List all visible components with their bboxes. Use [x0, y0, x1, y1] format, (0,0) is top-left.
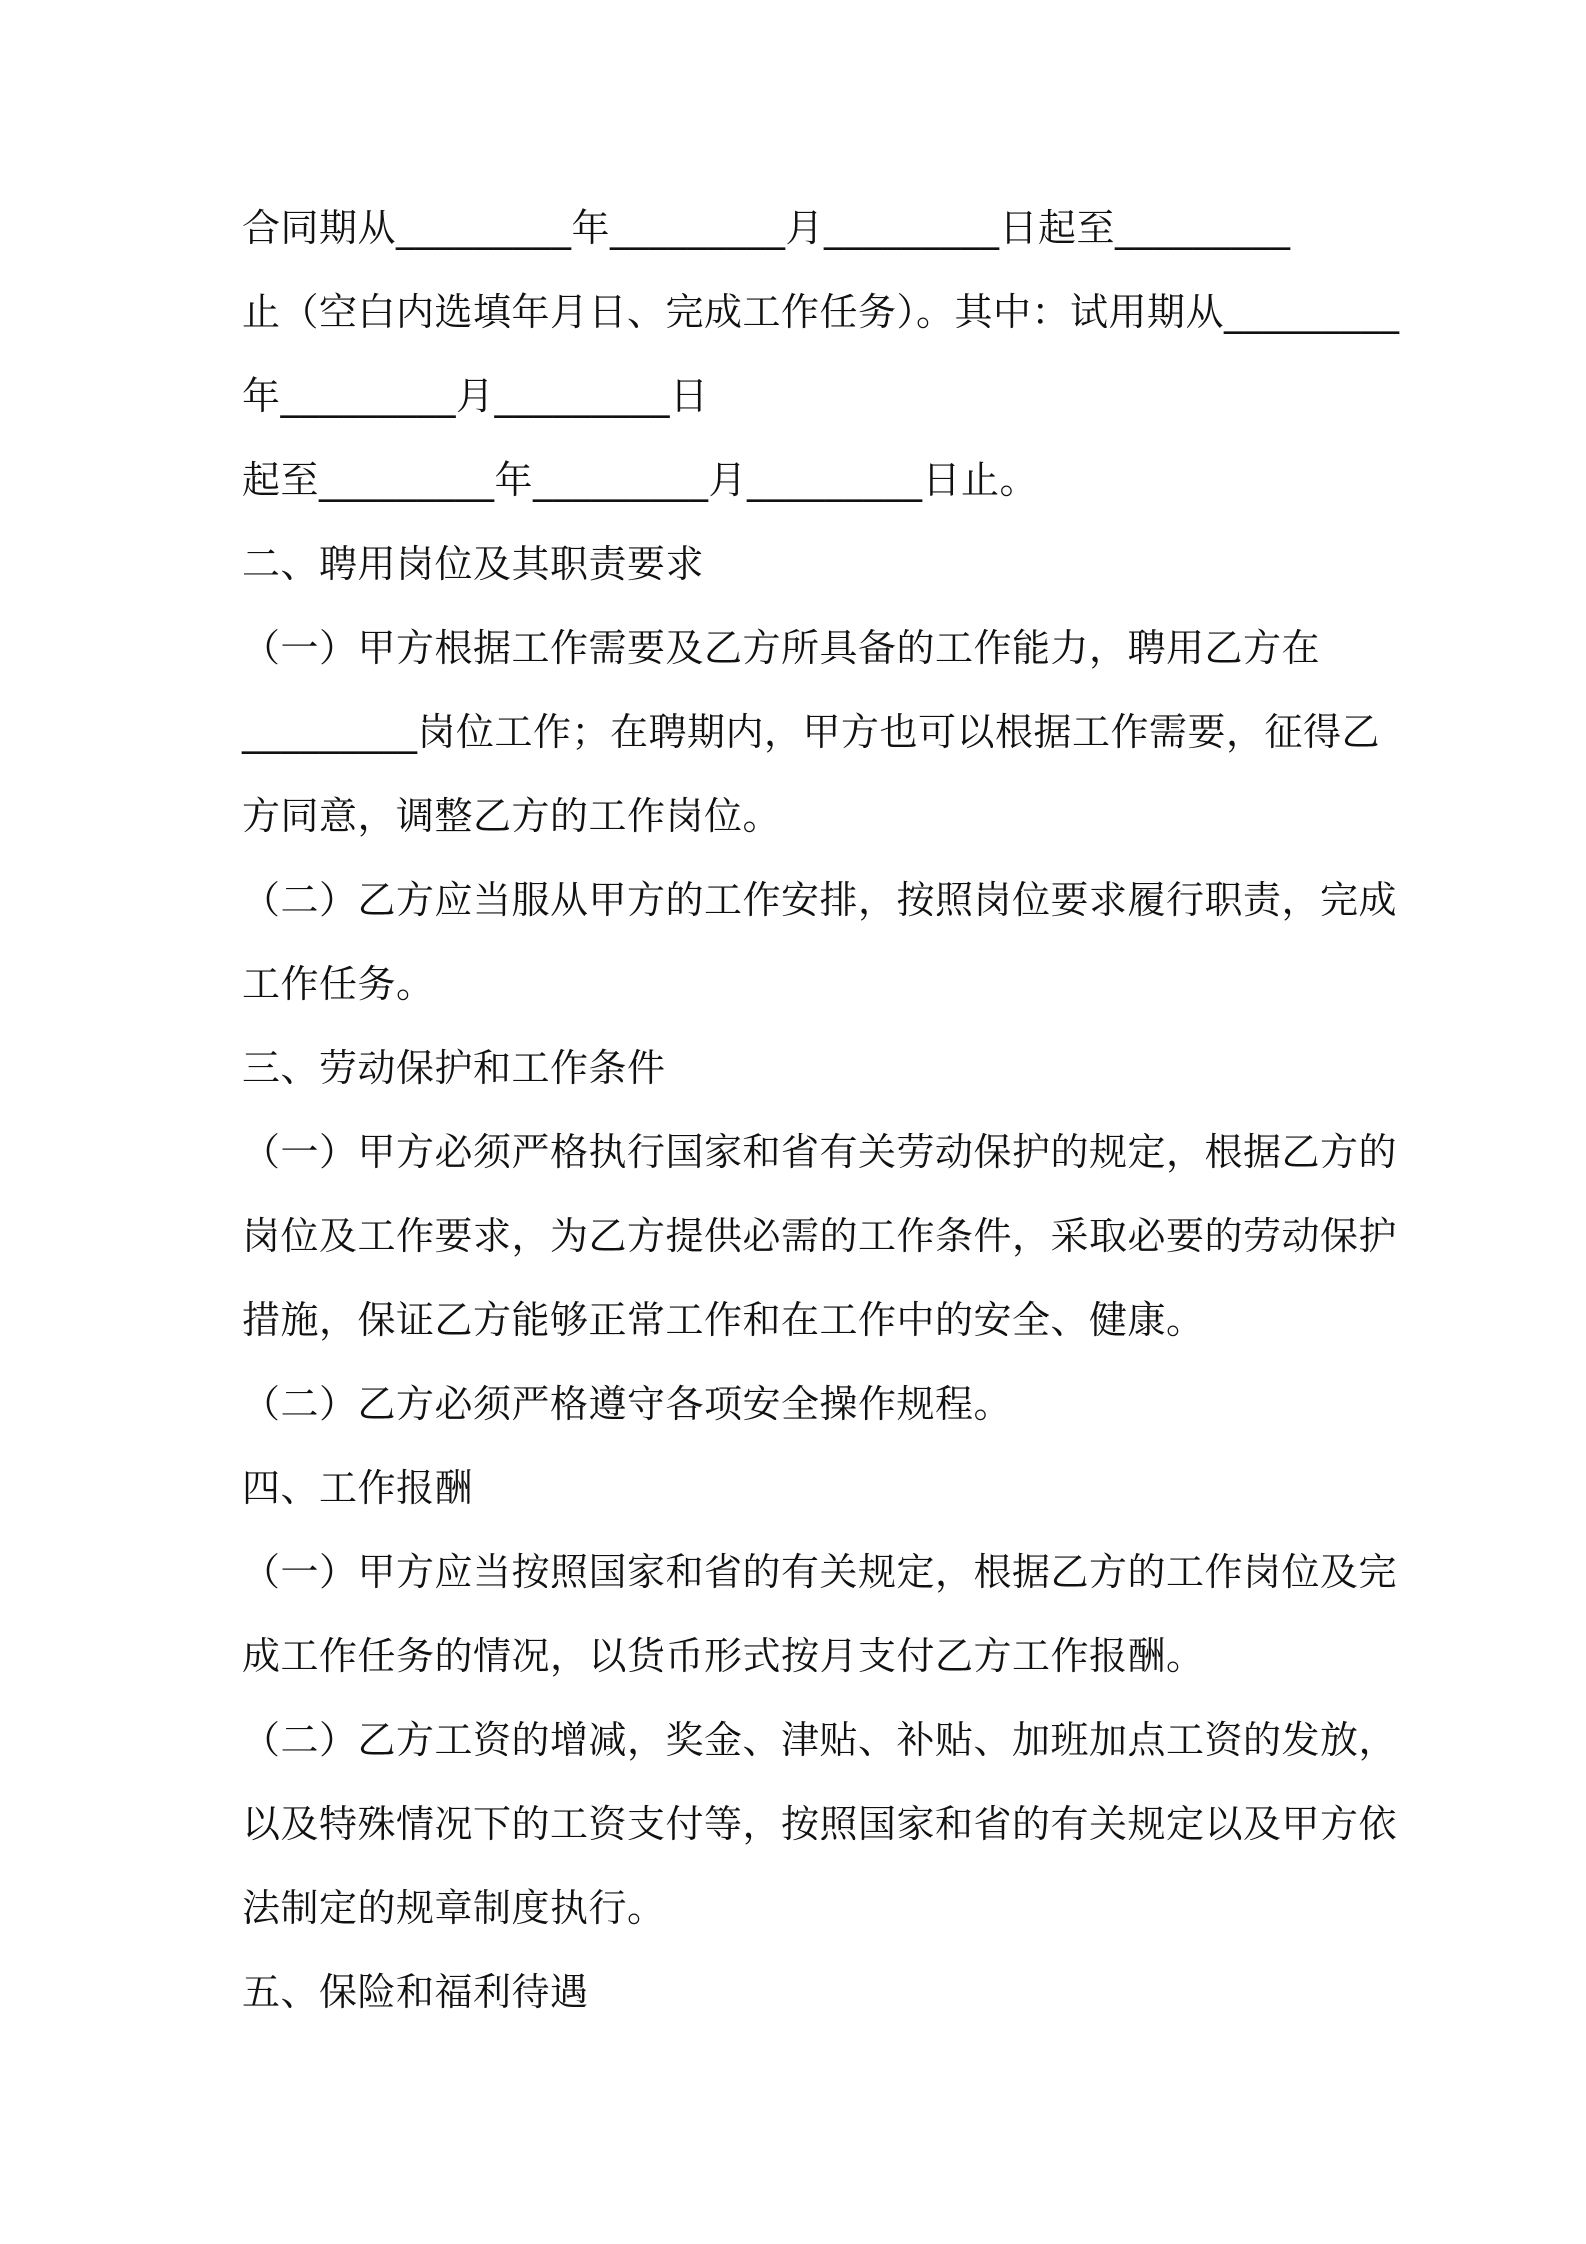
paragraph-line: _________岗位工作；在聘期内，甲方也可以根据工作需要，征得乙 [242, 710, 1381, 754]
section-heading-compensation: 四、工作报酬 [242, 1466, 474, 1510]
probation-end-date-line: 起至_________年_________月_________日止。 [242, 458, 1039, 502]
probation-period-line: 止（空白内选填年月日、完成工作任务）。其中：试用期从_________ [242, 290, 1400, 334]
section-heading-position: 二、聘用岗位及其职责要求 [242, 542, 705, 586]
paragraph-line: （二）乙方工资的增减，奖金、津贴、补贴、加班加点工资的发放， [242, 1718, 1398, 1762]
contract-term-line: 合同期从_________年_________月_________日起至_________ [242, 206, 1291, 250]
probation-start-date-line: 年_________月_________日 [242, 374, 709, 418]
paragraph-line: （二）乙方应当服从甲方的工作安排，按照岗位要求履行职责，完成 [242, 878, 1398, 922]
paragraph-line: 成工作任务的情况，以货币形式按月支付乙方工作报酬。 [242, 1634, 1205, 1678]
paragraph-line: 方同意，调整乙方的工作岗位。 [242, 794, 782, 838]
section-heading-labor-protection: 三、劳动保护和工作条件 [242, 1046, 666, 1090]
paragraph-line: （一）甲方必须严格执行国家和省有关劳动保护的规定，根据乙方的 [242, 1130, 1398, 1174]
section-heading-insurance: 五、保险和福利待遇 [242, 1970, 589, 2014]
paragraph-line: （一）甲方根据工作需要及乙方所具备的工作能力，聘用乙方在 [242, 626, 1321, 670]
paragraph-line: 法制定的规章制度执行。 [242, 1886, 666, 1930]
paragraph-line: 以及特殊情况下的工资支付等，按照国家和省的有关规定以及甲方依 [242, 1802, 1398, 1846]
paragraph-line: （二）乙方必须严格遵守各项安全操作规程。 [242, 1382, 1013, 1426]
paragraph-line: 措施，保证乙方能够正常工作和在工作中的安全、健康。 [242, 1298, 1205, 1342]
paragraph-line: 工作任务。 [242, 962, 435, 1006]
paragraph-line: 岗位及工作要求，为乙方提供必需的工作条件，采取必要的劳动保护 [242, 1214, 1398, 1258]
paragraph-line: （一）甲方应当按照国家和省的有关规定，根据乙方的工作岗位及完 [242, 1550, 1398, 1594]
